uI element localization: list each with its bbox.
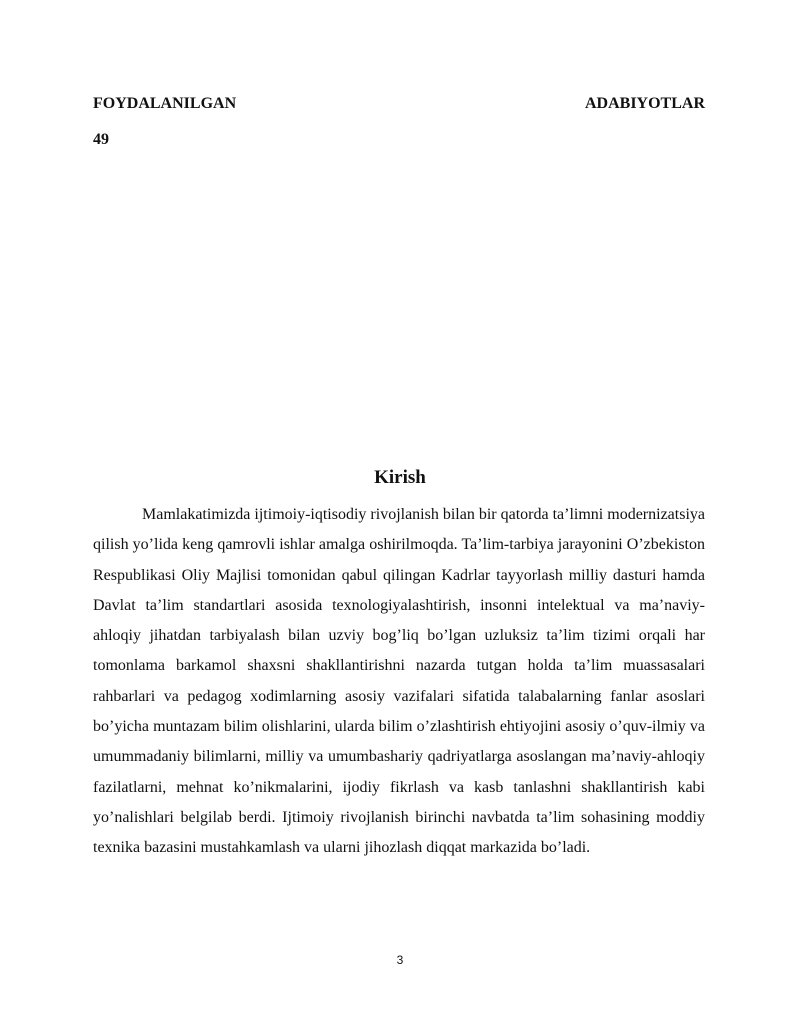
toc-entry-right-label: ADABIYOTLAR bbox=[584, 95, 705, 112]
toc-entry-left-label: FOYDALANILGAN bbox=[93, 95, 237, 112]
toc-entry bbox=[93, 94, 705, 114]
body-paragraph: Mamlakatimizda ijtimoiy-iqtisodiy rivojlanish bilan bir qatorda ta’limni modernizatsiya qilish yo’lida keng qamrovli ishlar amalga oshirilmoqda. Ta’lim-tarbiya jarayonini O’zbekiston Respublikasi Oliy Majlisi tomonidan qabul qilingan Kadrlar tayyorlash milliy dasturi hamda Davlat ta’lim standartlari asosida texnologiyalashtirish, insonni intelektual va ma’naviy-ahloqiy jihatdan tarbiyalash bilan uzviy bog’liq bo’lgan uzluksiz ta’lim tizimi orqali har tomonlama barkamol shaxsni shakllantirishni nazarda tutgan holda ta’lim muassasalari rahbarlari va pedagog xodimlarning asosiy vazifalari sifatida talabalarning fanlar asoslari bo’yicha muntazam bilim olishlarini, ularda bilim o’zlashtirish ehtiyojini asosiy o’quv-ilmiy va umummadaniy bilimlarni, milliy va umumbashariy qadriyatlarga asoslangan ma’naviy-ahloqiy fazilatlarni, mehnat ko’nikmalarini, ijodiy fikrlash va kasb tanlashni shakllantirish kabi yo’nalishlari belgilab berdi. Ijtimoiy rivojlanish birinchi navbatda ta’lim sohasining moddiy texnika bazasini mustahkamlash va ularni jihozlash diqqat markazida bo’ladi. bbox=[93, 506, 705, 857]
toc-entry-page-number: 49 bbox=[93, 131, 109, 148]
section-title: Kirish bbox=[374, 467, 426, 488]
page-number: 3 bbox=[396, 953, 404, 967]
